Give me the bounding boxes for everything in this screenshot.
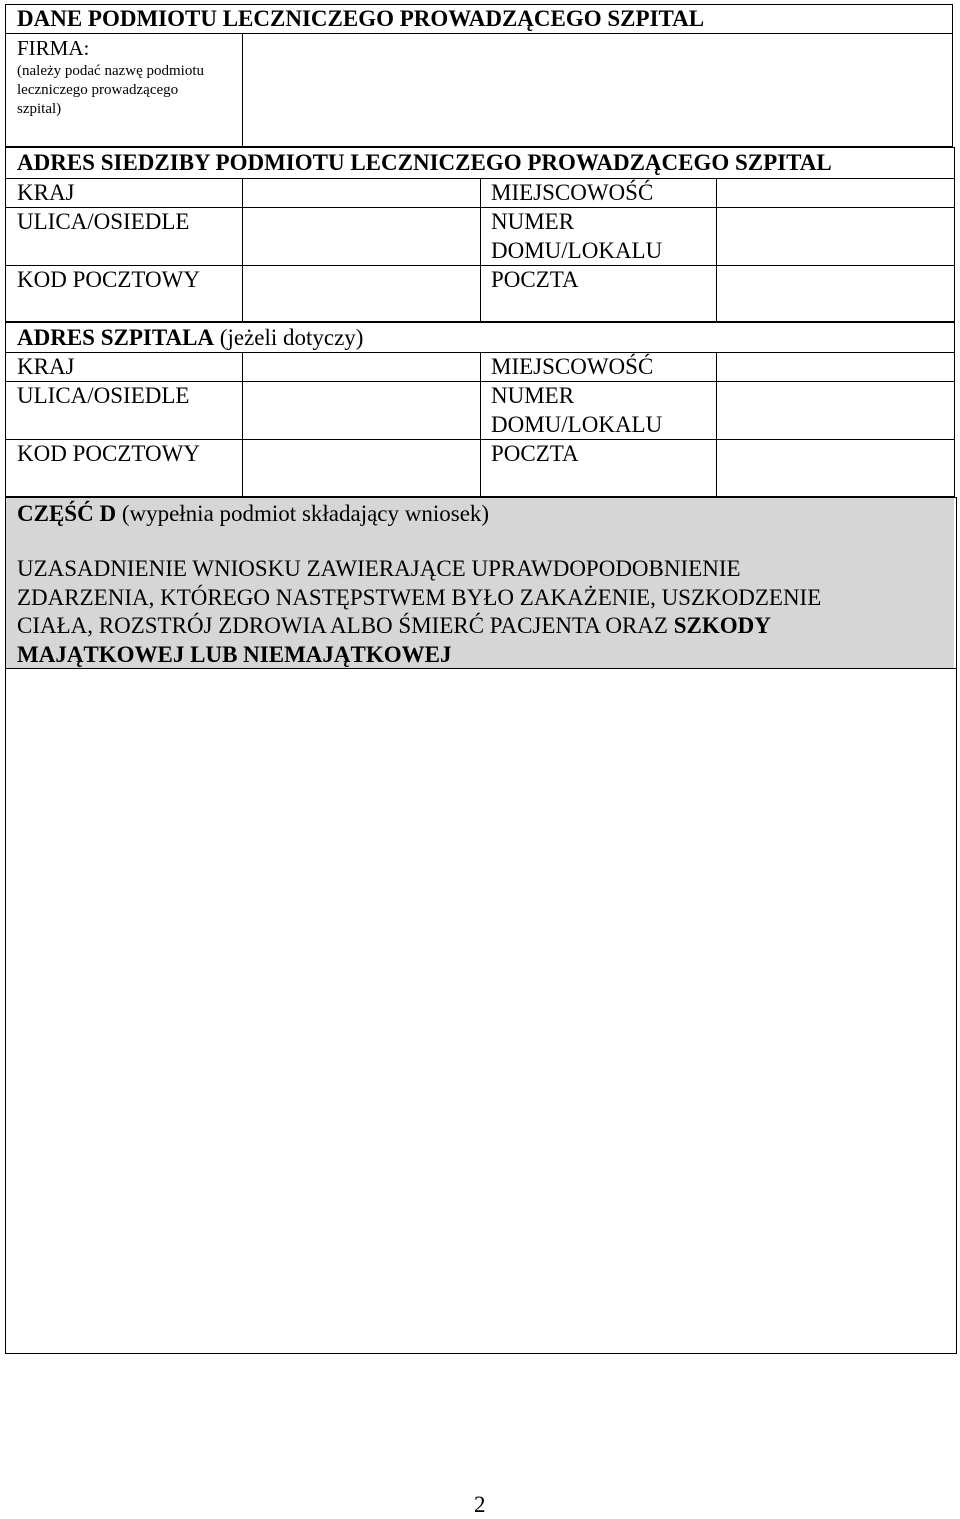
section-d-title bbox=[17, 499, 489, 528]
szpital-ulica-field[interactable] bbox=[244, 383, 479, 438]
szpital-miejscowosc-field[interactable] bbox=[718, 354, 953, 380]
label-miejscowosc: MIEJSCOWOŚĆ bbox=[491, 354, 654, 379]
szpital-numer-field[interactable] bbox=[718, 383, 953, 438]
szpital-poczta-field[interactable] bbox=[718, 441, 953, 496]
section-d-title-bold: CZĘŚĆ D bbox=[17, 501, 117, 526]
divider bbox=[716, 352, 717, 497]
label-poczta: POCZTA bbox=[491, 267, 579, 292]
label-ulica: ULICA/OSIEDLE bbox=[17, 209, 190, 234]
szpital-kod-field[interactable] bbox=[244, 441, 479, 496]
label-kraj: KRAJ bbox=[17, 180, 75, 205]
label-numer: NUMER bbox=[491, 209, 575, 234]
divider bbox=[480, 178, 481, 322]
divider bbox=[242, 352, 243, 497]
uzasadnienie-field[interactable] bbox=[7, 670, 955, 1352]
siedziba-ulica-field[interactable] bbox=[244, 209, 479, 264]
siedziba-miejscowosc-field[interactable] bbox=[718, 180, 953, 206]
divider bbox=[716, 178, 717, 322]
label-ulica: ULICA/OSIEDLE bbox=[17, 383, 190, 408]
siedziba-poczta-field[interactable] bbox=[718, 267, 953, 321]
section-szpital-title bbox=[17, 323, 363, 352]
label-kod-pocztowy: KOD POCZTOWY bbox=[17, 441, 200, 466]
page-number: 2 bbox=[474, 1492, 486, 1517]
label-kraj: KRAJ bbox=[17, 354, 75, 379]
firma-label: FIRMA: bbox=[17, 36, 90, 60]
section-szpital-title-bold: ADRES SZPITALA bbox=[17, 325, 215, 350]
divider bbox=[480, 352, 481, 497]
label-miejscowosc: MIEJSCOWOŚĆ bbox=[491, 180, 654, 205]
section-d-description: UZASADNIENIE WNIOSKU ZAWIERAJĄCE UPRAWDOPODOBNIENIE bbox=[17, 556, 741, 581]
divider bbox=[242, 33, 243, 147]
label-kod-pocztowy: KOD POCZTOWY bbox=[17, 267, 200, 292]
section-d-description-bold: SZKODY bbox=[673, 613, 771, 638]
divider bbox=[242, 178, 243, 322]
firma-hint-line: szpital) bbox=[17, 101, 62, 117]
section-siedziba-title: ADRES SIEDZIBY PODMIOTU LECZNICZEGO PROWADZĄCEGO SZPITAL bbox=[17, 150, 832, 175]
section-d-description bbox=[17, 611, 771, 640]
section-d-description: MAJĄTKOWEJ LUB NIEMAJĄTKOWEJ bbox=[17, 642, 452, 667]
divider bbox=[5, 33, 953, 34]
szpital-kraj-field[interactable] bbox=[244, 354, 479, 380]
firma-hint-line: (należy podać nazwę podmiotu bbox=[17, 63, 205, 79]
label-poczta: POCZTA bbox=[491, 441, 579, 466]
section-d-description: ZDARZENIA, KTÓREGO NASTĘPSTWEM BYŁO ZAKAŻENIE, USZKODZENIE bbox=[17, 585, 822, 610]
section-d-title-note: (wypełnia podmiot składający wniosek) bbox=[121, 501, 490, 526]
siedziba-numer-field[interactable] bbox=[718, 209, 953, 264]
section-dane-title: DANE PODMIOTU LECZNICZEGO PROWADZĄCEGO SZPITAL bbox=[17, 6, 705, 31]
firma-field[interactable] bbox=[244, 35, 951, 145]
section-d-description-plain: CIAŁA, ROZSTRÓJ ZDROWIA ALBO ŚMIERĆ PACJENTA ORAZ bbox=[17, 613, 674, 638]
label-numer: DOMU/LOKALU bbox=[491, 238, 663, 263]
label-numer: NUMER bbox=[491, 383, 575, 408]
siedziba-kod-field[interactable] bbox=[244, 267, 479, 321]
section-szpital-title-note: (jeżeli dotyczy) bbox=[219, 325, 364, 350]
firma-hint-line: leczniczego prowadzącego bbox=[17, 82, 179, 98]
siedziba-kraj-field[interactable] bbox=[244, 180, 479, 206]
label-numer: DOMU/LOKALU bbox=[491, 412, 663, 437]
